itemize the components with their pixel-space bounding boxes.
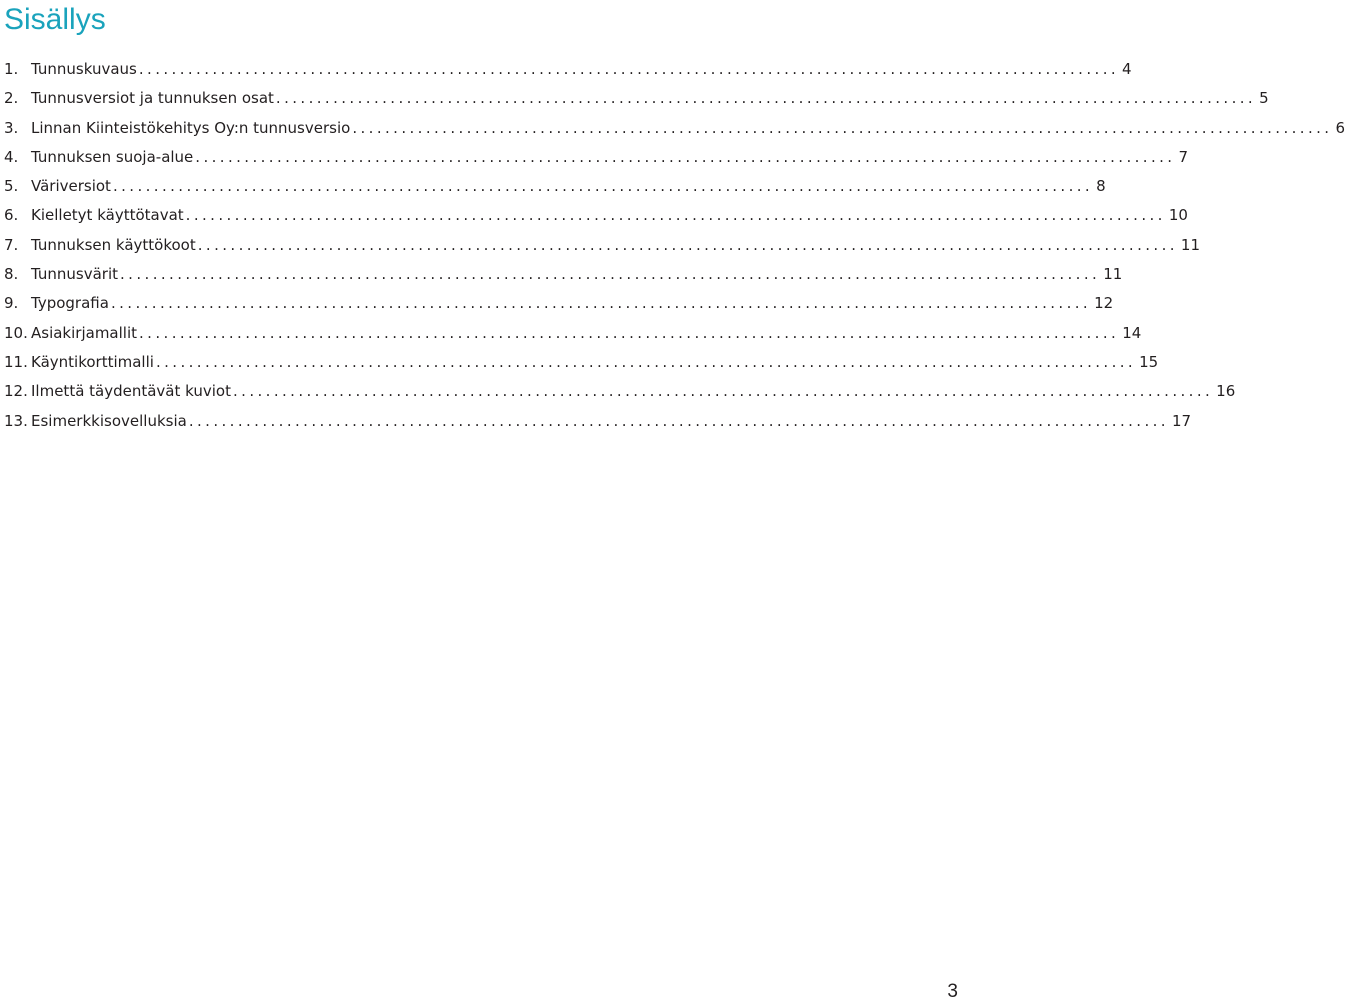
toc-entry-label: Ilmettä täydentävät kuviot	[31, 382, 231, 401]
toc-entry-page: 5	[1259, 89, 1269, 108]
toc-dot-leader: ........................................................................................................................	[110, 294, 1092, 313]
toc-entry-label: Kielletyt käyttötavat	[31, 206, 184, 225]
toc-dot-leader: ........................................................................................................................	[275, 89, 1257, 108]
toc-entry-label: Asiakirjamallit	[31, 323, 138, 342]
toc-entry-number: 9.	[4, 294, 19, 313]
toc-entry-page: 14	[1122, 323, 1142, 342]
toc-entry-number: 13.	[4, 411, 28, 430]
toc-entry[interactable]	[4, 231, 1201, 260]
toc-entry-page: 7	[1178, 147, 1189, 166]
toc-entry-label: Esimerkkisovelluksia	[31, 411, 187, 430]
toc-dot-leader: ........................................................................................................................	[139, 323, 1120, 342]
toc-entry-label: Käyntikorttimalli	[31, 352, 154, 371]
toc-entry[interactable]	[4, 289, 1114, 318]
toc-entry-page: 10	[1168, 206, 1188, 225]
toc-entry-page: 12	[1094, 294, 1114, 313]
toc-entry-label: Typografia	[31, 294, 109, 313]
toc-entry-label: Tunnuksen suoja-alue	[31, 147, 194, 166]
toc-dot-leader: ........................................................................................................................	[120, 265, 1101, 284]
toc-dot-leader: ........................................................................................................................	[233, 382, 1214, 401]
toc-dot-leader: ........................................................................................................................	[352, 118, 1333, 137]
toc-entry-label: Tunnusversiot ja tunnuksen osat	[31, 89, 274, 108]
toc-entry-page: 11	[1103, 265, 1123, 284]
toc-entry-label: Linnan Kiinteistökehitys Oy:n tunnusversio	[31, 118, 351, 137]
page-number: 3	[947, 981, 958, 1002]
toc-dot-leader: ........................................................................................................................	[188, 411, 1169, 430]
toc-entry-number: 6.	[4, 206, 19, 225]
toc-entry[interactable]	[4, 143, 1189, 172]
toc-entry[interactable]	[4, 377, 1236, 406]
toc-entry-number: 11.	[4, 352, 28, 371]
toc-entry-label: Väriversiot	[31, 177, 111, 196]
toc-entry[interactable]	[4, 260, 1123, 289]
toc-entry-page: 11	[1180, 235, 1201, 254]
toc-entry-label: Tunnuskuvaus	[31, 60, 137, 78]
toc-entry-number: 10.	[4, 323, 28, 342]
toc-entry-page: 4	[1122, 60, 1132, 78]
toc-entry[interactable]	[4, 201, 1188, 230]
toc-entry[interactable]	[4, 84, 1269, 113]
toc-dot-leader: ........................................................................................................................	[112, 177, 1094, 196]
toc-entry-number: 2.	[4, 89, 19, 108]
toc-entry[interactable]	[4, 114, 1345, 143]
toc-entry[interactable]	[4, 319, 1142, 348]
toc-entry-page: 16	[1216, 382, 1236, 401]
toc-entry-label: Tunnuksen käyttökoot	[31, 235, 196, 254]
toc-entry[interactable]	[4, 348, 1159, 377]
toc-entry-page: 6	[1335, 118, 1345, 137]
toc-dot-leader: ........................................................................................................................	[197, 235, 1178, 254]
toc-entry-page: 15	[1139, 352, 1159, 371]
page-title: Sisällys	[4, 3, 106, 36]
toc-entry-number: 4.	[4, 147, 19, 166]
toc-entry[interactable]	[4, 55, 1132, 84]
toc-dot-leader: ........................................................................................................................	[138, 60, 1120, 78]
toc-entry-number: 1.	[4, 60, 19, 78]
toc-entry[interactable]	[4, 172, 1106, 201]
toc-entry-number: 8.	[4, 265, 19, 284]
toc-entry-label: Tunnusvärit	[31, 265, 119, 284]
toc-entry-number: 7.	[4, 235, 19, 254]
toc-entry-page: 17	[1171, 411, 1192, 430]
toc-dot-leader: ........................................................................................................................	[195, 147, 1176, 166]
toc-dot-leader: ........................................................................................................................	[155, 352, 1137, 371]
toc-entry-page: 8	[1096, 177, 1106, 196]
toc-dot-leader: ........................................................................................................................	[185, 206, 1166, 225]
table-of-contents	[4, 55, 1345, 436]
toc-entry[interactable]	[4, 407, 1192, 436]
toc-entry-number: 3.	[4, 118, 19, 137]
toc-entry-number: 12.	[4, 382, 28, 401]
toc-entry-number: 5.	[4, 177, 19, 196]
